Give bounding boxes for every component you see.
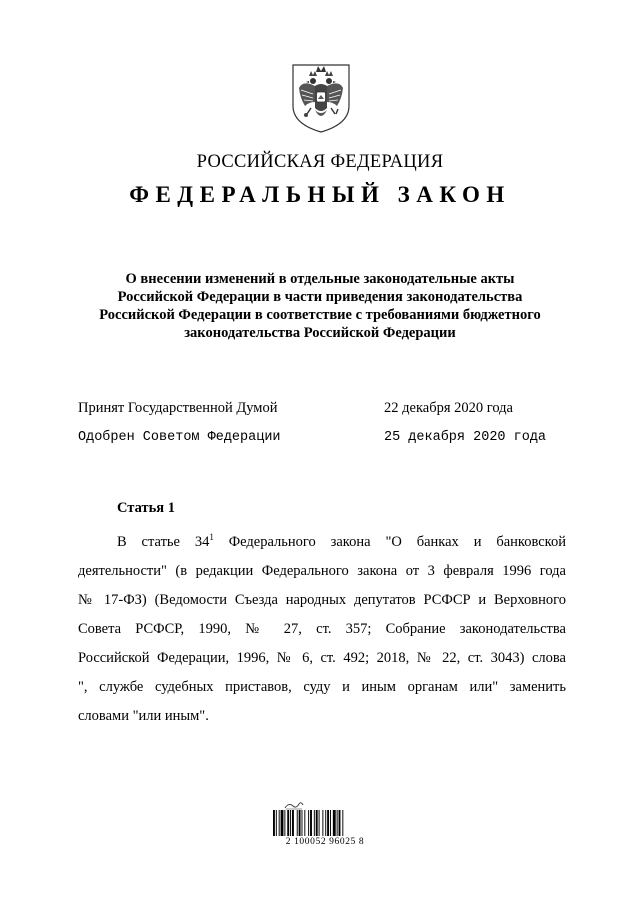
title-line: О внесении изменений в отдельные законодательные акты: [125, 271, 515, 287]
article-line-text: № 17-ФЗ) (Ведомости Съезда народных депутатов РСФСР и Верховного: [78, 592, 566, 608]
article-line: [78, 557, 566, 586]
line1-pre: В статье 34: [117, 534, 210, 550]
council-label: Одобрен Советом Федерации: [78, 430, 281, 445]
article-heading: Статья 1: [117, 500, 175, 516]
article-line-text: словами "или иным".: [78, 708, 209, 724]
article-line: [78, 673, 566, 702]
stamp-mark-icon: [284, 800, 304, 810]
article-line: [78, 528, 566, 557]
title-line: законодательства Российской Федерации: [184, 325, 456, 341]
title-line: Российской Федерации в части приведения законодательства: [117, 289, 523, 305]
article-line-text: Российской Федерации, 1996, № 6, ст. 492; 2018, № 22, ст. 3043) слова: [78, 650, 566, 666]
document-type: ФЕДЕРАЛЬНЫЙ ЗАКОН: [129, 182, 511, 207]
duma-label: Принят Государственной Думой: [78, 400, 278, 416]
article-line: [78, 644, 566, 673]
title-line: Российской Федерации в соответствие с требованиями бюджетного: [99, 307, 541, 323]
article-line: [78, 586, 566, 615]
article-line-text: [117, 534, 566, 550]
barcode-number: 2 100052 96025 8: [285, 837, 365, 847]
duma-date: 22 декабря 2020 года: [384, 400, 513, 416]
article-line: [78, 615, 566, 644]
law-title: [70, 270, 570, 342]
barcode-icon: [273, 810, 377, 836]
council-date: 25 декабря 2020 года: [384, 430, 547, 445]
superscript: 1: [209, 532, 214, 543]
article-body: [78, 528, 566, 731]
article-line-text: Совета РСФСР, 1990, № 27, ст. 357; Собрание законодательства: [78, 621, 566, 637]
barcode-block: [270, 800, 380, 852]
country-name: РОССИЙСКАЯ ФЕДЕРАЦИЯ: [196, 152, 444, 172]
article-line-text: ", службе судебных приставов, суду и иным органам или" заменить: [78, 679, 566, 695]
article-line: [78, 702, 566, 731]
coat-of-arms-icon: [287, 62, 355, 134]
article-line-text: деятельности" (в редакции Федерального закона от 3 февраля 1996 года: [78, 563, 566, 579]
line1-post: Федерального закона "О банках и банковской: [213, 534, 566, 550]
